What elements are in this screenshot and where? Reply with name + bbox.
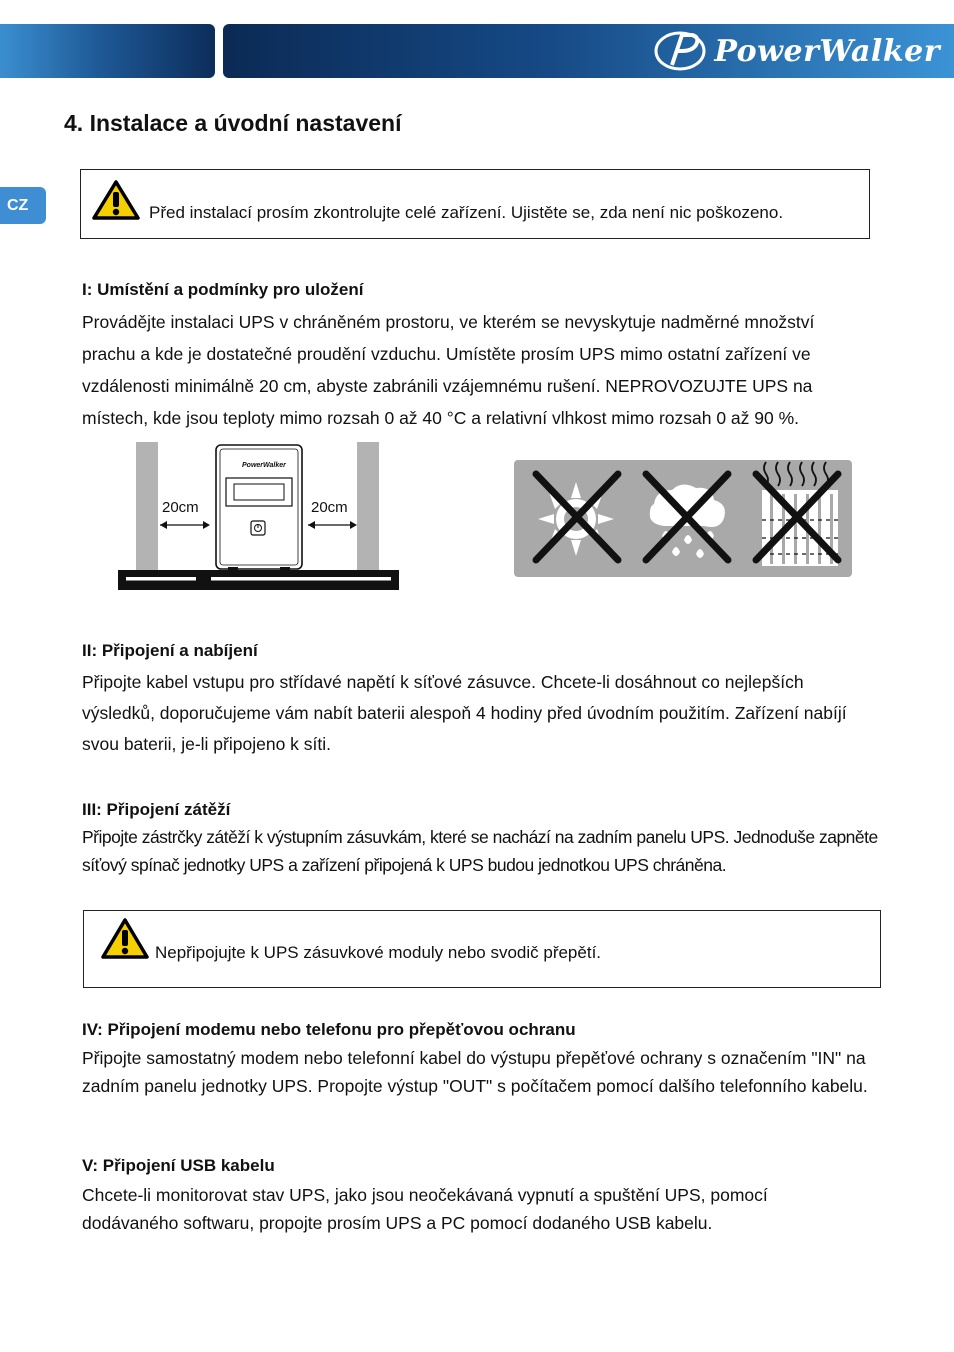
language-tab-label: CZ: [7, 196, 29, 214]
clearance-label-right: 20cm: [311, 499, 348, 516]
brand-logo: [652, 30, 940, 72]
warning-box-inspect: [80, 169, 870, 239]
warning-text: Před instalací prosím zkontrolujte celé zařízení. Ujistěte se, zda není nic poškozeno.: [149, 203, 784, 222]
warning-triangle-icon: [91, 179, 141, 221]
section-body-placement: Provádějte instalaci UPS v chráněném prostoru, ve kterém se nevyskytuje nadměrné množství prachu a kde je dostatečné proudění vzduchu. Umístěte prosím UPS mimo ostatní zařízení ve vzdálenosti minimálně 20 cm, abyste zabránili vzájemnému rušení. NEPROVOZUJTE UPS na místech, kde jsou teploty mimo rozsah 0 až 40 °C a relativní vlhkost mimo rozsah 0 až 90 %.: [82, 312, 815, 428]
powerwalker-logo-icon: [652, 29, 708, 73]
page-title: 4. Instalace a úvodní nastavení: [64, 110, 402, 136]
clearance-label-left: 20cm: [162, 499, 199, 516]
section-heading-usb: V: Připojení USB kabelu: [82, 1156, 275, 1175]
language-tab[interactable]: [0, 187, 46, 224]
left-wall: [136, 442, 158, 572]
section-body-charging: Připojte kabel vstupu pro střídavé napětí k síťové zásuvce. Chcete-li dosáhnout co nejlepších výsledků, doporučujeme vám nabít baterii alespoň 4 hodiny před úvodním použitím. Zařízení nabíjí svou baterii, je-li připojeno k síti.: [82, 672, 847, 754]
ups-logo: PowerWalker: [242, 462, 286, 469]
clearance-diagram: [116, 440, 401, 595]
forbidden-conditions-diagram: [514, 460, 852, 577]
section-heading-placement: I: Umístění a podmínky pro uložení: [82, 280, 364, 299]
warning-triangle-icon: [100, 917, 150, 961]
warning-box-surge: [83, 910, 881, 988]
warning-text: Nepřipojujte k UPS zásuvkové moduly nebo svodič přepětí.: [155, 943, 602, 962]
no-sun-icon: [536, 474, 618, 560]
brand-name: PowerWalker: [714, 33, 940, 69]
ups-unit: [216, 445, 302, 571]
section-body-modem: Připojte samostatný modem nebo telefonní kabel do výstupu přepěťové ochrany s označením "IN" na zadním panelu jednotky UPS. Propojte výstup "OUT" s počítačem pomocí dalšího telefonního kabelu.: [82, 1048, 868, 1096]
section-body-loads: Připojte zástrčky zátěží k výstupním zásuvkám, které se nachází na zadním panelu UPS. Jednoduše zapněte síťový spínač jednotky UPS a zařízení připojená k UPS budou jednotkou UPS chráněna.: [82, 827, 878, 875]
section-body-usb: Chcete-li monitorovat stav UPS, jako jsou neočekávaná vypnutí a spuštění UPS, pomocí dodávaného softwaru, propojte prosím UPS a PC pomocí dodaného USB kabelu.: [82, 1185, 768, 1233]
section-heading-loads: III: Připojení zátěží: [82, 800, 231, 819]
header-left-bar: [0, 24, 215, 78]
section-heading-modem: IV: Připojení modemu nebo telefonu pro přepěťovou ochranu: [82, 1020, 576, 1039]
section-heading-charging: II: Připojení a nabíjení: [82, 641, 258, 660]
header-right-bar: [223, 24, 954, 78]
right-wall: [357, 442, 379, 572]
